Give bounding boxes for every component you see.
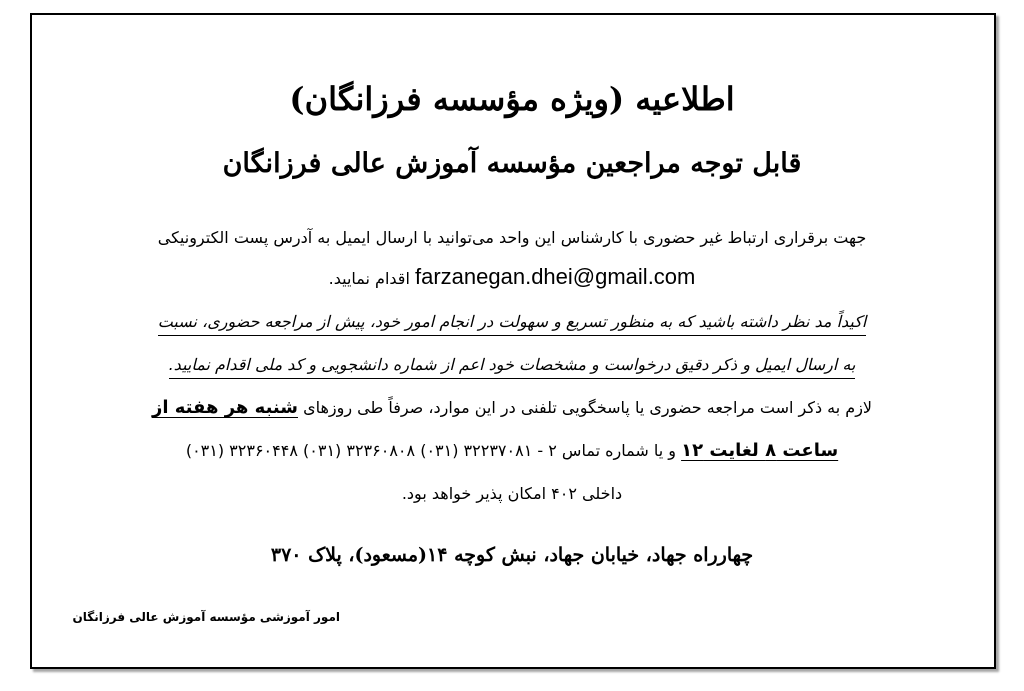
hours-time: ساعت ۸ لغایت ۱۲ — [681, 440, 839, 461]
contact-paragraph-line-1: جهت برقراری ارتباط غیر حضوری با کارشناس این واحد می‌توانید با ارسال ایمیل به آدرس پست الکترونیکی — [157, 228, 867, 247]
contact-paragraph-line-2 — [60, 264, 964, 290]
phone-numbers: و یا شماره تماس ۲ - ۳۲۲۳۷۰۸۱ (۰۳۱) ۳۲۳۶۰۸۰۸ (۰۳۱) ۳۲۳۶۰۴۴۸ (۰۳۱) — [185, 441, 682, 460]
office-address: چهارراه جهاد، خیابان جهاد، نبش کوچه ۱۴(مسعود)، پلاک ۳۷۰ — [270, 544, 754, 566]
action-text: اقدام نمایید. — [328, 269, 410, 288]
notice-subtitle: قابل توجه مراجعین مؤسسه آموزش عالی فرزانگان — [222, 148, 802, 179]
emphasis-line-1 — [60, 312, 964, 336]
notice-title: اطلاعیه (ویژه مؤسسه فرزانگان) — [289, 80, 735, 118]
emphasis-text-1: اکیداً مد نظر داشته باشید که به منظور تسریع و سهولت در انجام امور خود، پیش از مراجعه حضوری، نسبت — [158, 312, 867, 336]
hours-intro: لازم به ذکر است مراجعه حضوری یا پاسخگویی تلفنی در این موارد، صرفاً طی روزهای — [297, 398, 873, 417]
emphasis-line-2 — [60, 355, 964, 379]
signature: امور آموزشی مؤسسه آموزش عالی فرزانگان — [72, 610, 340, 624]
email-address: farzanegan.dhei@gmail.com — [415, 264, 696, 289]
emphasis-text-2: به ارسال ایمیل و ذکر دقیق درخواست و مشخصات خود اعم از شماره دانشجویی و کد ملی اقدام نمایید. — [169, 355, 856, 379]
hours-paragraph-line-1 — [60, 397, 964, 418]
hours-paragraph-line-3: داخلی ۴۰۲ امکان پذیر خواهد بود. — [401, 484, 623, 503]
hours-days: شنبه هر هفته از — [151, 397, 298, 418]
hours-paragraph-line-2 — [60, 440, 964, 461]
